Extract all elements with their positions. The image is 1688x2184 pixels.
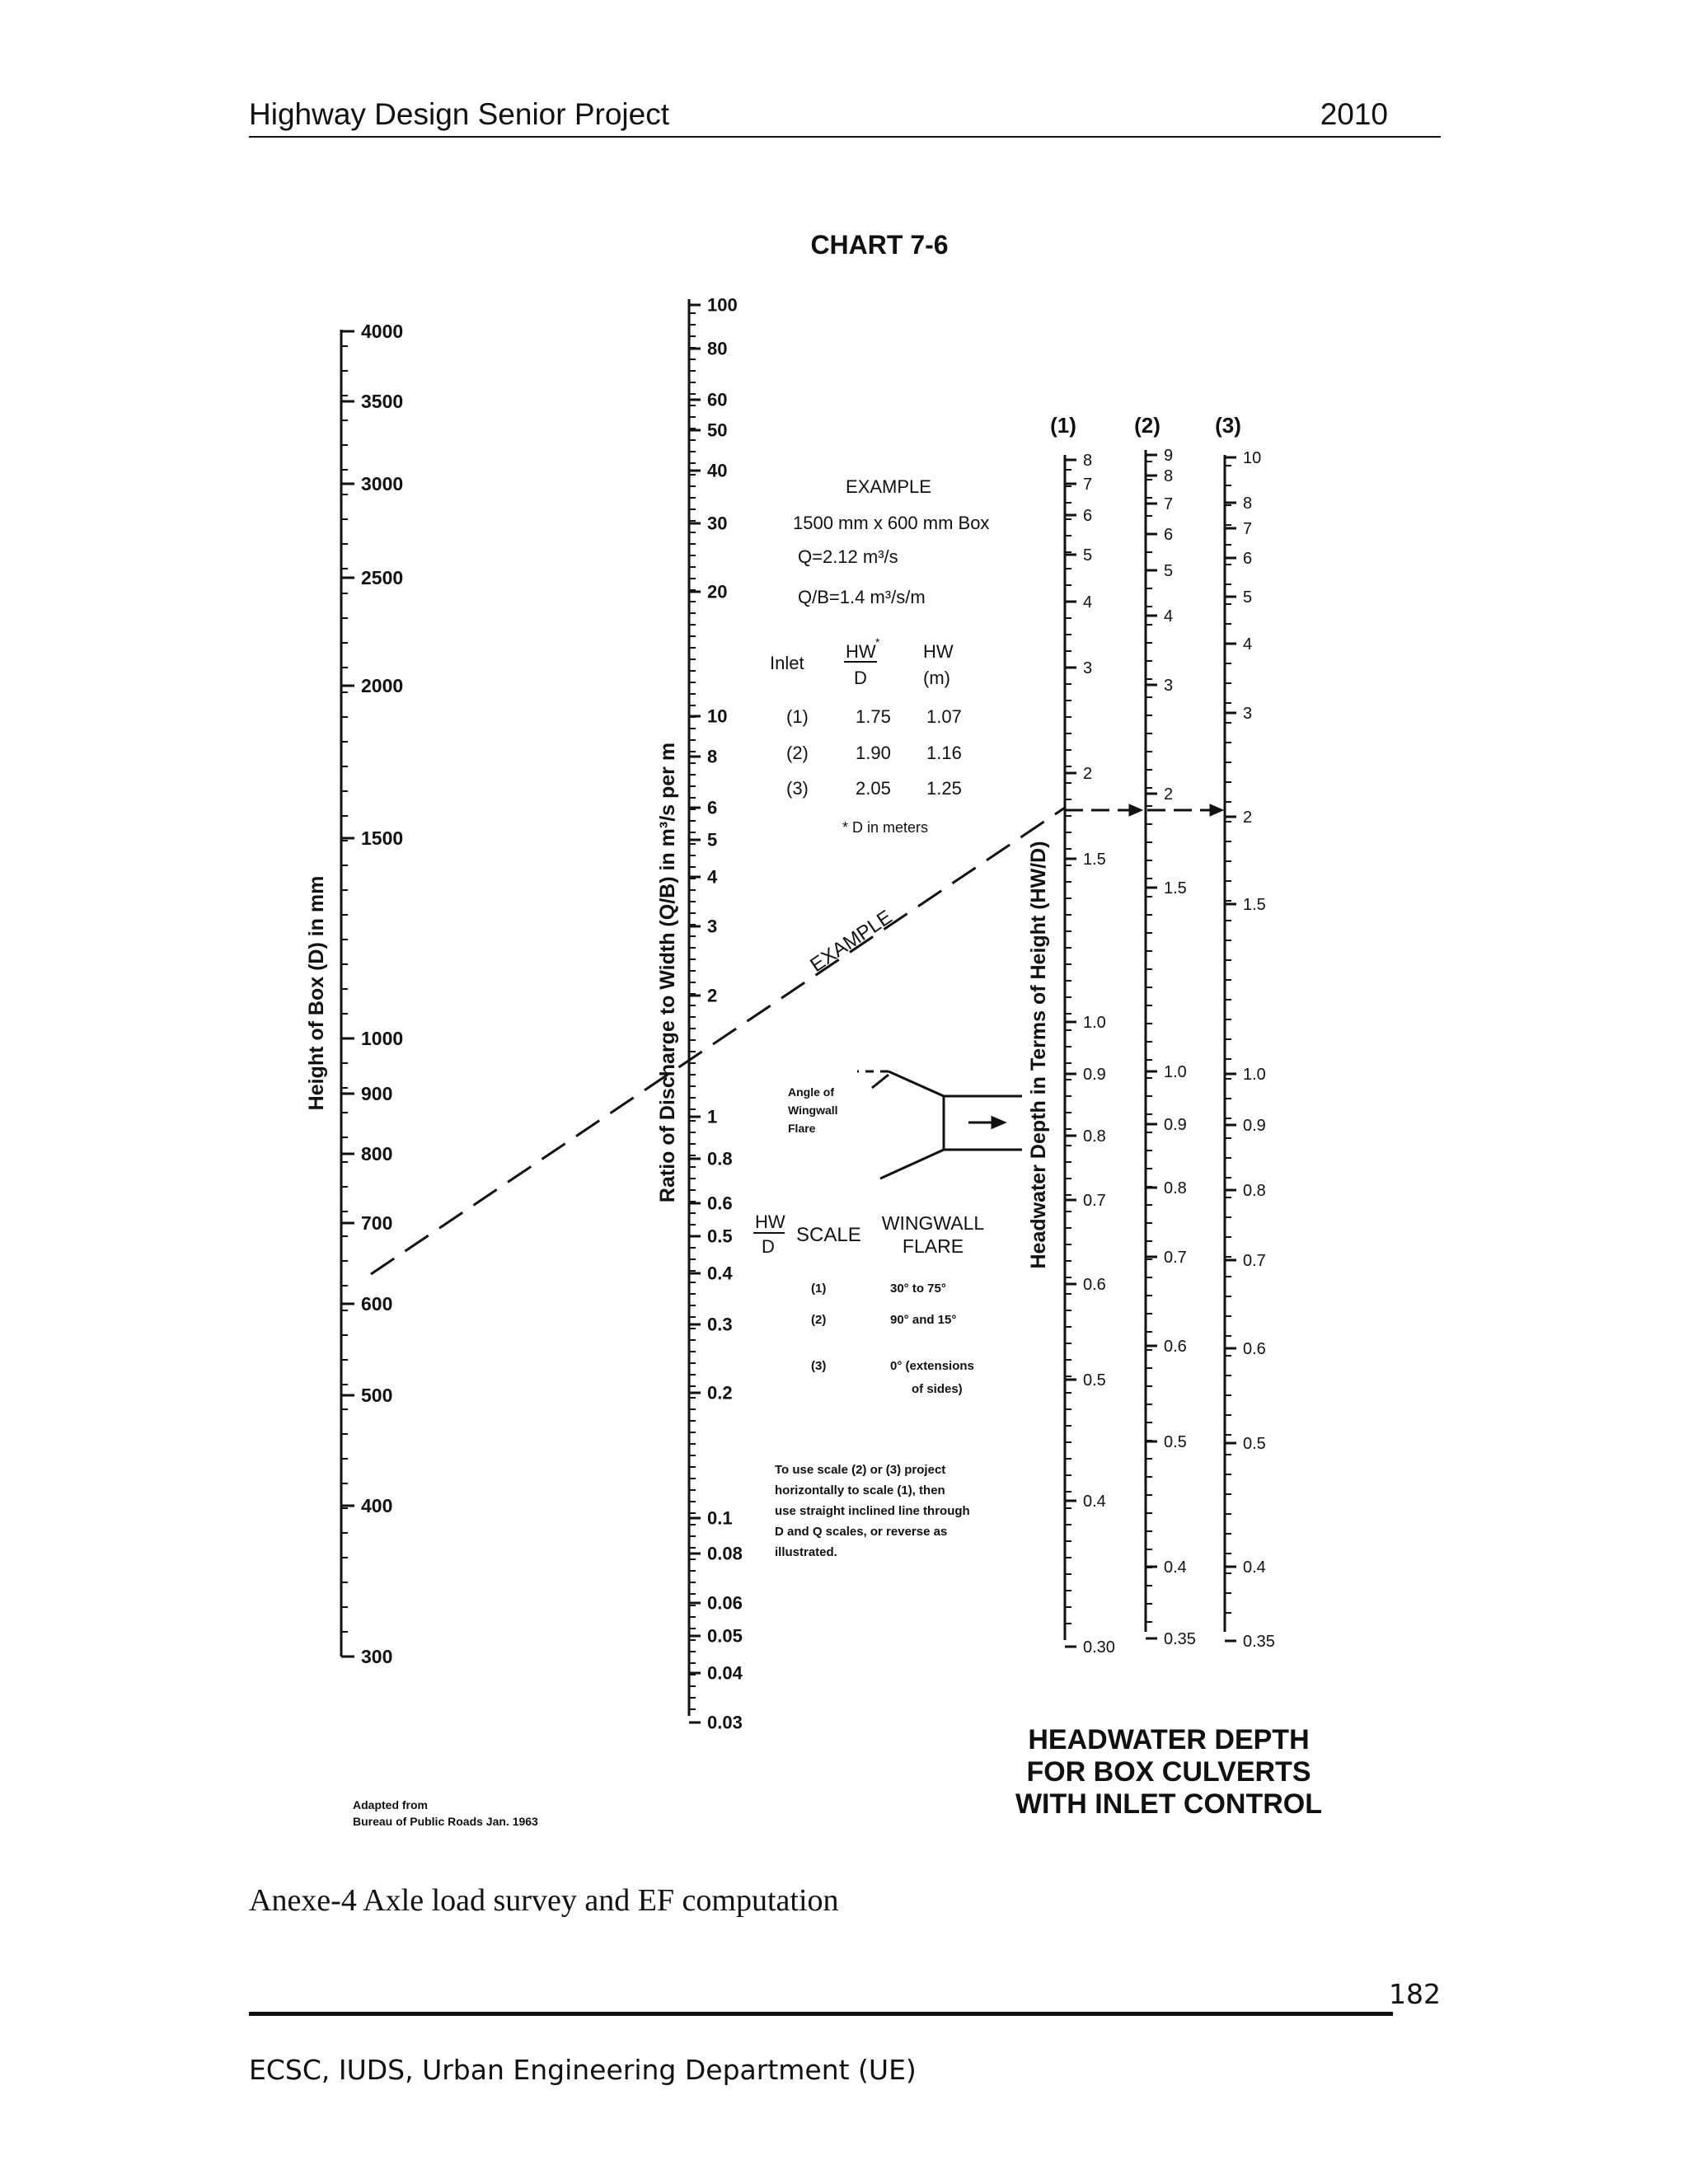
q-scale-tick-label: 1: [707, 1106, 718, 1127]
example-col-inlet: Inlet: [770, 653, 804, 673]
instructions: [775, 1463, 970, 1559]
scale3-tick-label: 0.35: [1243, 1633, 1275, 1651]
example-col-hw-unit: (m): [923, 668, 950, 688]
scale1-tick-label: 0.7: [1083, 1192, 1106, 1210]
scale3-tick-label: 0.7: [1243, 1252, 1266, 1270]
scale-row-1-angle: 30° to 75°: [890, 1282, 946, 1296]
scale2-tick-label: 1.5: [1164, 879, 1187, 898]
d-scale-tick-label: 1000: [361, 1028, 404, 1050]
scale1-tick-label: 8: [1083, 452, 1093, 470]
q-scale-tick-label: 0.03: [707, 1712, 743, 1733]
scale2-tick-label: 1.0: [1164, 1063, 1187, 1081]
instruction-line-3: use straight inclined line through: [775, 1504, 970, 1518]
example-row-1-hw: 1.07: [926, 706, 962, 727]
scale3-tick-label: 0.5: [1243, 1435, 1266, 1453]
q-scale-tick-label: 0.05: [707, 1625, 743, 1647]
d-scale-tick-label: 2500: [361, 567, 404, 589]
example-row-1-inlet: (1): [786, 706, 809, 727]
wingwall-diagram: [857, 1071, 1022, 1179]
scale2-tick-label: 0.5: [1164, 1433, 1187, 1451]
q-scale-tick-label: 0.8: [707, 1148, 733, 1169]
example-row-2-inlet: (2): [786, 743, 809, 763]
example-row-3-hwd: 2.05: [856, 778, 891, 799]
scale3-tick-label: 5: [1243, 588, 1253, 607]
scale2-tick-label: 2: [1164, 785, 1174, 804]
scale1-tick-label: 0.30: [1083, 1638, 1115, 1657]
big-title-line-1: HEADWATER DEPTH: [1028, 1724, 1310, 1755]
example-line-label: EXAMPLE: [806, 906, 897, 977]
q-scale-tick-label: 6: [707, 797, 718, 818]
scale2-tick-label: 5: [1164, 562, 1174, 580]
d-scale-tick-label: 600: [361, 1293, 393, 1315]
scale-table-d: D: [762, 1236, 775, 1257]
example-box-size: 1500 mm x 600 mm Box: [793, 513, 990, 533]
q-scale-tick-label: 100: [707, 294, 738, 316]
example-note: * D in meters: [842, 819, 929, 836]
scale2-tick-label: 0.4: [1164, 1558, 1187, 1577]
q-scale-tick-label: 50: [707, 419, 728, 441]
scale3-tick-label: 3: [1243, 705, 1253, 723]
d-scale-tick-label: 1500: [361, 827, 404, 850]
scale3-tick-label: 0.8: [1243, 1182, 1266, 1200]
scale-row-3-angle-cont: of sides): [912, 1382, 963, 1396]
footnote-line-1: Adapted from: [353, 1798, 428, 1811]
q-scale-tick-label: 30: [707, 513, 728, 534]
scale1-tick-label: 6: [1083, 507, 1093, 525]
instruction-line-4: D and Q scales, or reverse as: [775, 1525, 948, 1539]
q-scale-tick-label: 0.2: [707, 1382, 733, 1404]
q-scale-tick-label: 3: [707, 916, 718, 937]
q-scale-tick-label: 20: [707, 581, 728, 602]
d-scale-tick-label: 3500: [361, 391, 404, 413]
scale-table-hw: HW: [755, 1212, 785, 1232]
scale2-tick-label: 0.8: [1164, 1179, 1187, 1197]
example-block: [770, 476, 989, 836]
scale1-tick-label: 0.4: [1083, 1493, 1106, 1511]
scale2-ticks: [1146, 447, 1196, 1648]
example-qb: Q/B=1.4 m³/s/m: [798, 587, 926, 607]
big-title-line-3: WITH INLET CONTROL: [1015, 1788, 1323, 1820]
scale3-tick-label: 0.6: [1243, 1340, 1266, 1358]
scale-table-flare-2: FLARE: [902, 1235, 964, 1257]
d-scale-tick-label: 700: [361, 1212, 393, 1235]
scale3-tick-label: 1.5: [1243, 896, 1266, 914]
scale1-tick-label: 0.5: [1083, 1371, 1106, 1390]
scale-table: [753, 1212, 984, 1396]
scale2-tick-label: 0.6: [1164, 1338, 1187, 1356]
scale-table-flare-1: WINGWALL: [881, 1212, 985, 1234]
instruction-line-2: horizontally to scale (1), then: [775, 1483, 945, 1497]
scale1-tick-label: 0.8: [1083, 1127, 1106, 1146]
q-scale-tick-label: 0.1: [707, 1507, 733, 1529]
scale3-tick-label: 7: [1243, 520, 1253, 538]
scale2-tick-label: 9: [1164, 447, 1174, 465]
scale3-tick-label: 2: [1243, 808, 1253, 827]
scale2-tick-label: 0.35: [1164, 1630, 1196, 1648]
q-scale-tick-label: 60: [707, 389, 728, 410]
angle-line2: Wingwall: [788, 1104, 838, 1117]
page-number: 182: [1389, 1978, 1441, 2010]
d-scale-tick-label: 500: [361, 1385, 393, 1407]
scale-row-3-angle: 0° (extensions: [890, 1359, 974, 1373]
instruction-line-1: To use scale (2) or (3) project: [775, 1463, 946, 1477]
scale2-tick-label: 7: [1164, 495, 1174, 513]
q-scale-tick-label: 0.04: [707, 1662, 743, 1684]
scale1-tick-label: 5: [1083, 546, 1093, 565]
example-col-hw: HW: [923, 641, 954, 662]
example-row-3-inlet: (3): [786, 778, 809, 799]
q-scale-tick-label: 0.06: [707, 1592, 743, 1614]
q-scale-tick-label: 80: [707, 338, 728, 359]
scale1-ticks: [1065, 452, 1115, 1657]
page-header-title: Highway Design Senior Project: [249, 97, 670, 131]
footnote-line-2: Bureau of Public Roads Jan. 1963: [353, 1815, 538, 1828]
instruction-line-5: illustrated.: [775, 1545, 837, 1559]
chart-number-title: CHART 7-6: [810, 230, 949, 260]
scale3-tick-label: 8: [1243, 494, 1253, 513]
q-scale-tick-label: 0.3: [707, 1314, 733, 1335]
d-scale-tick-label: 3000: [361, 473, 404, 495]
example-row-2-hwd: 1.90: [856, 743, 891, 763]
scale1-tick-label: 0.6: [1083, 1276, 1106, 1294]
example-row-2-hw: 1.16: [926, 743, 962, 763]
scale-row-2-num: (2): [811, 1313, 827, 1327]
scale-row-2-angle: 90° and 15°: [890, 1313, 957, 1327]
q-scale-tick-label: 0.08: [707, 1543, 743, 1564]
col-header-3: (3): [1215, 413, 1241, 438]
d-scale-tick-label: 800: [361, 1143, 393, 1165]
scale-table-scale: SCALE: [796, 1224, 861, 1246]
scale2-tick-label: 3: [1164, 677, 1174, 695]
example-col-hwd-den: D: [854, 668, 867, 688]
scale2-tick-label: 8: [1164, 467, 1174, 485]
q-scale-tick-label: 10: [707, 705, 728, 727]
scale2-tick-label: 0.9: [1164, 1116, 1187, 1134]
d-scale-tick-label: 400: [361, 1495, 393, 1517]
example-col-hwd-star: *: [875, 635, 880, 649]
example-row-3-hw: 1.25: [926, 778, 962, 799]
angle-line1: Angle of: [788, 1085, 834, 1099]
scale3-tick-label: 1.0: [1243, 1066, 1266, 1084]
example-row-1-hwd: 1.75: [856, 706, 891, 727]
q-scale-tick-label: 0.5: [707, 1226, 733, 1247]
scale2-tick-label: 6: [1164, 526, 1174, 544]
figure-caption: Anexe-4 Axle load survey and EF computation: [249, 1883, 839, 1918]
q-scale-tick-label: 0.4: [707, 1263, 733, 1284]
d-scale-ticks: [341, 321, 403, 1667]
d-scale-tick-label: 900: [361, 1083, 393, 1105]
scale3-ticks: [1225, 449, 1275, 1651]
scale3-tick-label: 6: [1243, 550, 1253, 568]
page-header-year: 2010: [1320, 97, 1388, 131]
example-heading: EXAMPLE: [846, 476, 931, 497]
scale2-tick-label: 4: [1164, 607, 1174, 626]
angle-line3: Flare: [788, 1122, 816, 1135]
scale3-tick-label: 0.4: [1243, 1558, 1266, 1577]
scale2-tick-label: 0.7: [1164, 1249, 1187, 1267]
q-scale-tick-label: 5: [707, 829, 718, 851]
scale3-tick-label: 10: [1243, 449, 1262, 467]
projection-arrowhead-2: [1210, 804, 1223, 816]
col-header-2: (2): [1134, 413, 1160, 438]
q-scale-label: Ratio of Discharge to Width (Q/B) in m³/s per m: [656, 742, 679, 1203]
q-scale-tick-label: 4: [707, 866, 718, 888]
hw-scale-label: Headwater Depth in Terms of Height (HW/D): [1027, 841, 1050, 1269]
scale1-tick-label: 4: [1083, 593, 1093, 612]
scale1-tick-label: 7: [1083, 476, 1093, 494]
scale1-tick-label: 2: [1083, 765, 1093, 783]
example-col-hwd-num: HW: [846, 641, 876, 662]
scale1-tick-label: 1.5: [1083, 851, 1106, 869]
col-header-1: (1): [1050, 413, 1076, 438]
angle-label: [788, 1085, 838, 1135]
d-scale-tick-label: 4000: [361, 321, 404, 343]
q-scale-tick-label: 2: [707, 985, 718, 1006]
d-scale-label: Height of Box (D) in mm: [305, 875, 328, 1111]
q-scale-tick-label: 8: [707, 746, 718, 767]
scale-row-1-num: (1): [811, 1282, 827, 1296]
q-scale-ticks: [689, 295, 743, 1733]
q-scale-tick-label: 40: [707, 460, 728, 481]
scale3-tick-label: 4: [1243, 635, 1253, 654]
scale3-tick-label: 0.9: [1243, 1117, 1266, 1135]
scale1-tick-label: 3: [1083, 659, 1093, 677]
source-footnote: [353, 1798, 538, 1828]
page-footer: ECSC, IUDS, Urban Engineering Department (UE): [249, 2054, 917, 2086]
chart-big-title: [1015, 1724, 1322, 1820]
projection-arrowhead-1: [1129, 804, 1142, 816]
scale-row-3-num: (3): [811, 1359, 827, 1373]
d-scale-tick-label: 300: [361, 1646, 393, 1668]
example-q: Q=2.12 m³/s: [798, 546, 898, 567]
q-scale-tick-label: 0.6: [707, 1193, 733, 1214]
scale1-tick-label: 0.9: [1083, 1066, 1106, 1084]
big-title-line-2: FOR BOX CULVERTS: [1026, 1756, 1311, 1788]
footer-rule: [249, 2012, 1393, 2016]
scale1-tick-label: 1.0: [1083, 1014, 1106, 1032]
d-scale-tick-label: 2000: [361, 675, 404, 697]
